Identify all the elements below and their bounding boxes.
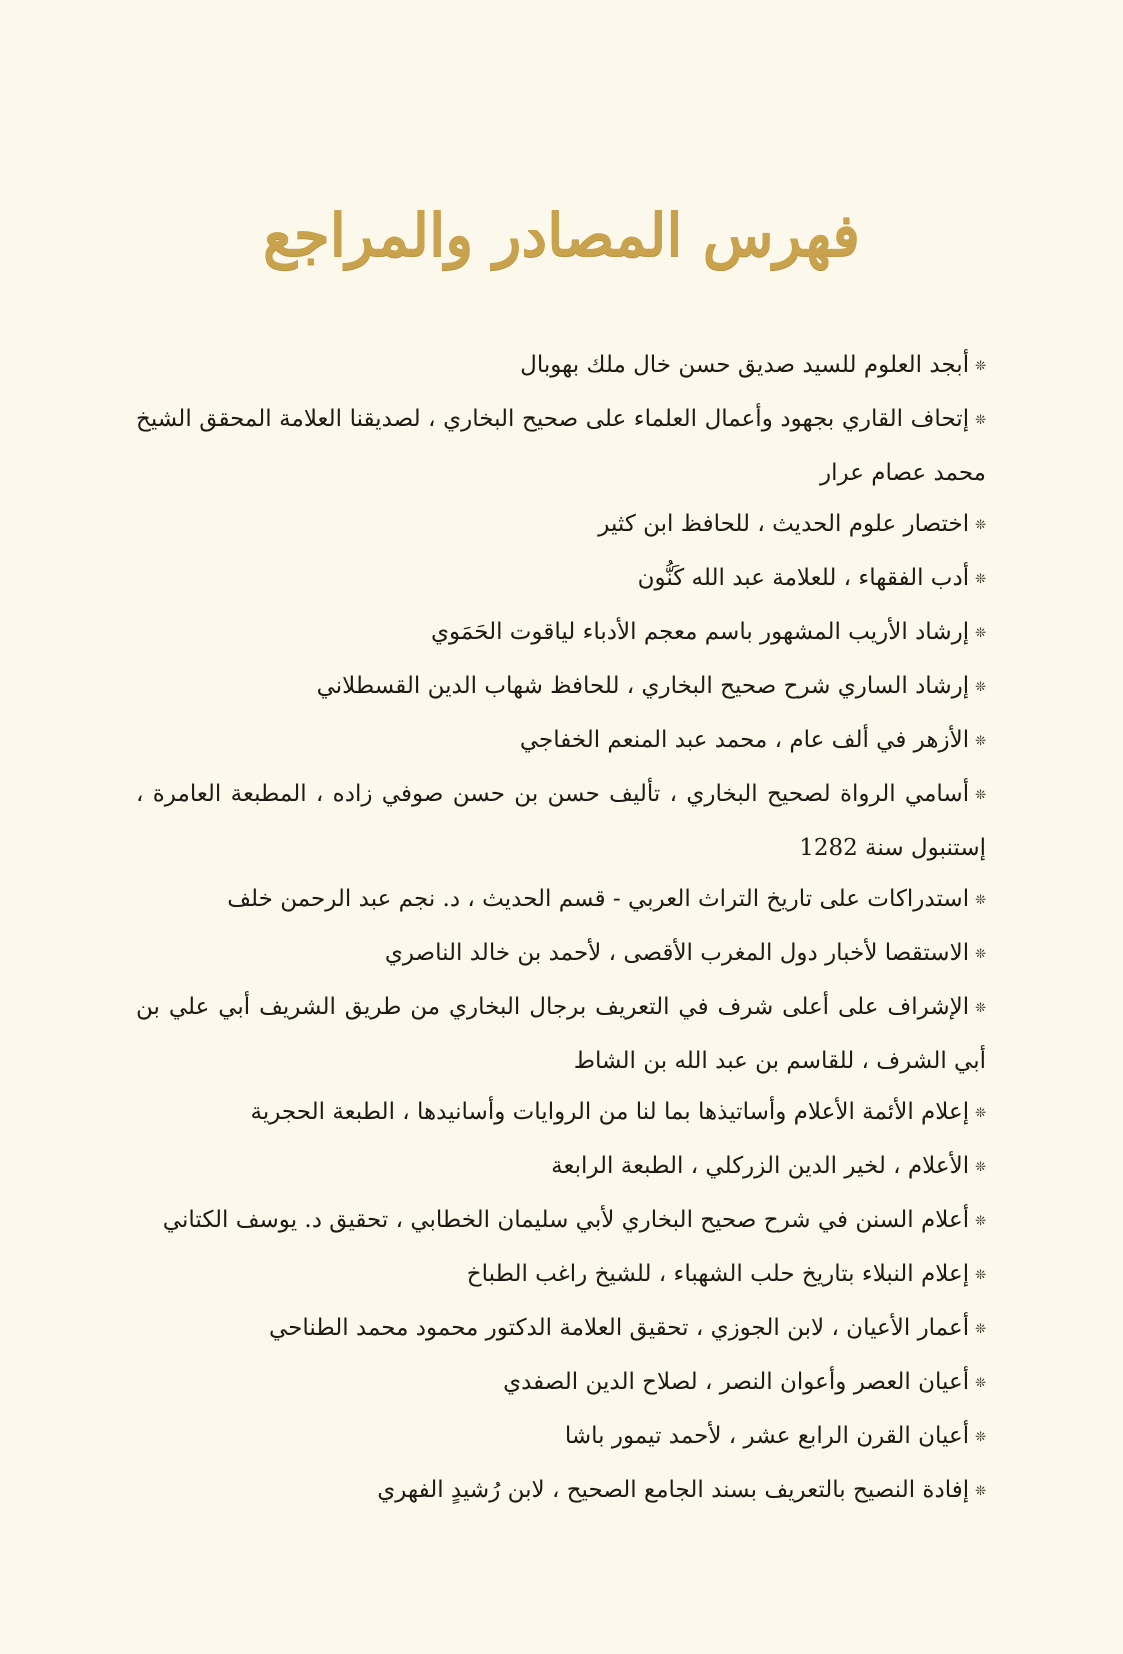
- bullet-icon: ❊: [975, 1484, 986, 1499]
- bullet-icon: ❊: [975, 518, 986, 533]
- bibliography-entry: [136, 874, 986, 928]
- bullet-icon: ❊: [975, 626, 986, 641]
- entry-text: اختصار علوم الحديث ، للحافظ ابن كثير: [598, 511, 970, 537]
- entry-text: الأعلام ، لخير الدين الزركلي ، الطبعة الرابعة: [551, 1153, 970, 1179]
- entry-text: الإشراف على أعلى شرف في التعريف برجال البخاري من طريق الشريف أبي علي بن أبي الشرف ، للقاسم بن عبد الله بن الشاط: [136, 994, 986, 1074]
- entry-text: أعلام السنن في شرح صحيح البخاري لأبي سليمان الخطابي ، تحقيق د. يوسف الكتاني: [162, 1207, 970, 1233]
- bibliography-entry: [136, 928, 986, 982]
- bibliography-entry: [136, 1195, 986, 1249]
- bibliography-entry: [136, 661, 986, 715]
- page-title: فهرس المصادر والمراجع: [263, 201, 860, 269]
- bullet-icon: ❊: [975, 1268, 986, 1283]
- bullet-icon: ❊: [975, 1430, 986, 1445]
- bullet-icon: ❊: [975, 1214, 986, 1229]
- bullet-icon: ❊: [975, 680, 986, 695]
- bibliography-entry: [136, 1411, 986, 1465]
- bibliography-entry: [136, 1249, 986, 1303]
- bibliography-entry: [136, 1465, 986, 1519]
- entry-text: أعيان القرن الرابع عشر ، لأحمد تيمور باشا: [564, 1423, 970, 1449]
- bullet-icon: ❊: [975, 947, 986, 962]
- bibliography-entry: [136, 1303, 986, 1357]
- bibliography-entry: [136, 394, 986, 499]
- bullet-icon: ❊: [975, 413, 986, 428]
- bullet-icon: ❊: [975, 893, 986, 908]
- bibliography-list: [136, 340, 986, 1519]
- bibliography-entry: [136, 499, 986, 553]
- entry-text: الاستقصا لأخبار دول المغرب الأقصى ، لأحمد بن خالد الناصري: [384, 940, 970, 966]
- entry-text: أسامي الرواة لصحيح البخاري ، تأليف حسن بن حسن صوفي زاده ، المطبعة العامرة ، إستنبول سنة 1282: [136, 781, 986, 861]
- bibliography-entry: [136, 715, 986, 769]
- bullet-icon: ❊: [975, 1322, 986, 1337]
- bibliography-entry: [136, 982, 986, 1087]
- bullet-icon: ❊: [975, 788, 986, 803]
- bullet-icon: ❊: [975, 1001, 986, 1016]
- bullet-icon: ❊: [975, 572, 986, 587]
- bibliography-entry: [136, 607, 986, 661]
- entry-text: أدب الفقهاء ، للعلامة عبد الله كَنُّون: [637, 565, 970, 591]
- bibliography-entry: [136, 1087, 986, 1141]
- entry-text: أبجد العلوم للسيد صديق حسن خال ملك بهوبال: [520, 352, 970, 378]
- title-block: [0, 190, 1123, 280]
- entry-text: إعلام الأئمة الأعلام وأساتيذها بما لنا من الروايات وأسانيدها ، الطبعة الحجرية: [250, 1099, 970, 1125]
- entry-text: إرشاد الساري شرح صحيح البخاري ، للحافظ شهاب الدين القسطلاني: [316, 673, 970, 699]
- entry-text: إعلام النبلاء بتاريخ حلب الشهباء ، للشيخ راغب الطباخ: [466, 1261, 970, 1287]
- entry-text: إفادة النصيح بالتعريف بسند الجامع الصحيح ، لابن رُشيدٍ الفهري: [377, 1477, 970, 1503]
- entry-text: إرشاد الأريب المشهور باسم معجم الأدباء لياقوت الحَمَوي: [431, 619, 970, 645]
- entry-text: الأزهر في ألف عام ، محمد عبد المنعم الخفاجي: [519, 727, 970, 753]
- entry-text: أعمار الأعيان ، لابن الجوزي ، تحقيق العلامة الدكتور محمود محمد الطناحي: [269, 1315, 970, 1341]
- bullet-icon: ❊: [975, 359, 986, 374]
- bullet-icon: ❊: [975, 734, 986, 749]
- entry-text: أعيان العصر وأعوان النصر ، لصلاح الدين الصفدي: [503, 1369, 970, 1395]
- bibliography-entry: [136, 553, 986, 607]
- bullet-icon: ❊: [975, 1160, 986, 1175]
- entry-text: استدراكات على تاريخ التراث العربي - قسم الحديث ، د. نجم عبد الرحمن خلف: [227, 886, 970, 912]
- bullet-icon: ❊: [975, 1376, 986, 1391]
- bibliography-entry: [136, 340, 986, 394]
- bibliography-entry: [136, 1141, 986, 1195]
- bibliography-entry: [136, 769, 986, 874]
- bullet-icon: ❊: [975, 1106, 986, 1121]
- bibliography-entry: [136, 1357, 986, 1411]
- entry-text: إتحاف القاري بجهود وأعمال العلماء على صحيح البخاري ، لصديقنا العلامة المحقق الشيخ محمد عصام عرار: [136, 406, 986, 486]
